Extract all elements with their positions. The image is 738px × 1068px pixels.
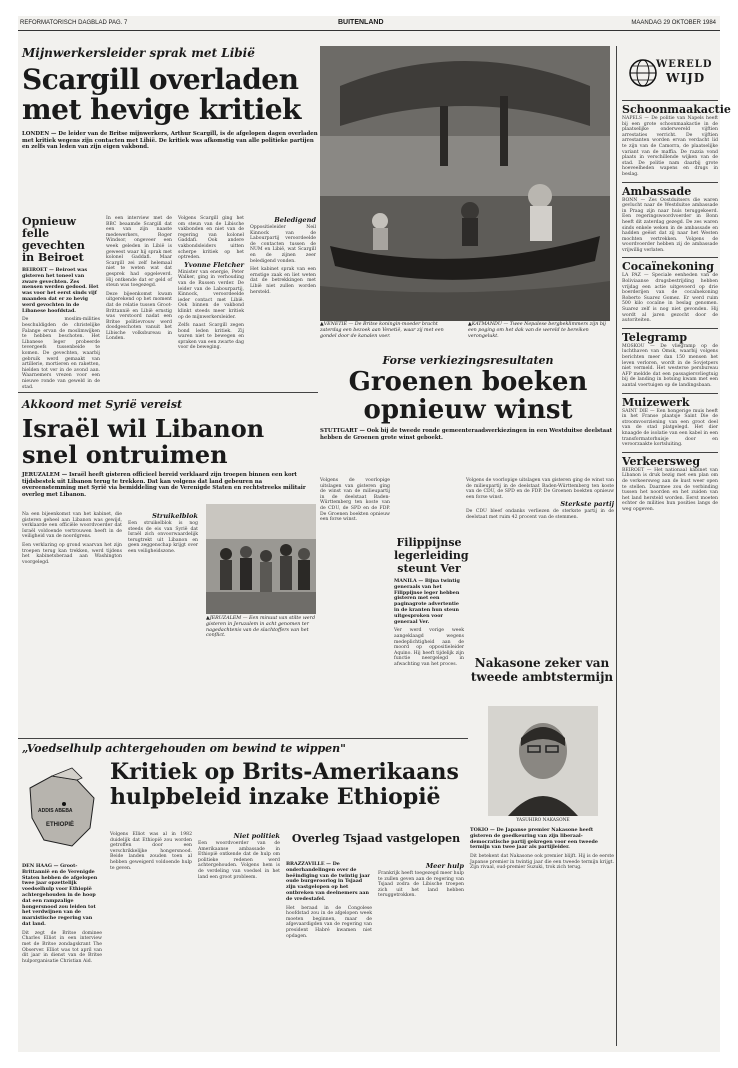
wereld-wijd-logo-word-1: WERELD (656, 59, 713, 70)
famine-body-2: Volgens Elliot was al in 1982 duidelijk dat Ethiopië zou worden getroffen door een verschrikkelijke hongersnood. Beide landen zouden toen al hebben geweigerd voldoende hulp te geven. (110, 832, 192, 871)
germany-body-2a: Volgens de voorlopige uitslagen van gisteren ging de winst van de milieupartij in de deelstaat Baden-Württemberg ten koste van de CDU, de SPD en de FDP. De Groenen boekten opnieuw een forse winst. (466, 478, 614, 500)
israel-headline-1: Israël wil Libanon (22, 414, 265, 443)
sidebar-news-text: MOSKOU — De vliegramp op de luchthaven van Omsk, waarbij volgens berichten meer dan 150 mensen het leven verloren, wordt in de Sovjetpers niet vermeld. Het westerse persbureau AFP meldde dat een passagiersvliegtuig bij de landing in botsing kwam met een aantal voertuigen op de landingsbaan. (622, 343, 718, 388)
jerusalem-caption-block (206, 616, 316, 666)
germany-kicker: Forse verkiezingsresultaten (382, 354, 554, 367)
chad-article (286, 832, 466, 1044)
sidebar-news-title: Cocaïnekoning (622, 260, 714, 274)
chad-body-2: Frankrijk heeft toegezegd meer hulp te zullen geven aan de regering van Tsjaad zodra de Libische troepen zich uit het land hebben teruggetrokken. (378, 871, 464, 899)
chad-body: Het beraad in de Congolese hoofdstad zou in de afgelopen week moeten beginnen, maar de afgevaardigden van de regering van president Habré kwamen niet opdagen. (286, 905, 372, 939)
germany-body-2: De CDU bleef ondanks verliezen de sterkste partij in de deelstaat met ruim 42 procent van de stemmen. (466, 509, 614, 520)
scargill-body-4: Minister van energie, Peter Walker, ging in verhouding van de Russen verder. De leider van de Labourpartij, Kinnock, veroordeelde ieder contact met Libië. Ook binnen de vakbond klinkt steeds meer kritiek op de mijnwerkersleider. (178, 269, 244, 320)
germany-sub: Sterkste partij (560, 500, 614, 509)
chad-headline: Overleg Tsjaad vastgelopen (291, 832, 461, 845)
globe-icon (628, 58, 658, 88)
wereld-wijd-logo (626, 54, 712, 94)
philippines-article (394, 536, 469, 766)
israel-lead: JERUZALEM — Israël heeft gisteren officieel bereid verklaard zijn troepen binnen een kort tijdsbestek uit Libanon terug te trekken. Dat kan volgens dat land gebeuren na overeenstemming met Syrië via bemiddeling van de Verenigde Staten en rechtstreeks militair overleg met Libanon. (22, 472, 306, 498)
sidebar-news-text: BEIROET — Het nationaal kabinet van Libanon is druk bezig met een plan om de verkeersweg aan de kust weer open te stellen. Daarmee zou de verbinding tussen het noorden en het zuiden van het land hersteld worden. Eerst moeten echter de milities hun posities langs de weg opgeven. (622, 467, 718, 512)
israel-body-2: Een verklaring op grond waarvan het zijn troepen terug kan trekken, werd tijdens het kabinetsberaad aan Washington voorgelegd. (22, 542, 122, 565)
sidebar-news-item (622, 100, 731, 178)
scargill-headline-2: met hevige kritiek (22, 93, 301, 126)
sidebar-news-title: Muizewerk (622, 395, 690, 409)
scargill-headline-1: Scargill overladen (22, 63, 299, 96)
germany-body-1: Volgens de voorlopige uitslagen van gisteren ging de winst van de milieupartij in de deelstaat Baden-Württemberg ten koste van de CDU, de SPD en de FDP. De Groenen boekten opnieuw een forse winst. (320, 478, 390, 523)
nakasone-body: Dit betekent dat Nakasone ook premier blijft. Hij is de eerste Japanse premier in twintig jaar die een tweede termijn krijgt. Zijn rivaal, oud-premier Suzuki, trok zich terug. (470, 854, 614, 871)
scargill-body-7: Het kabinet sprak van een ernstige zaak en liet weten dat de betrekkingen met Libië niet zullen worden hersteld. (250, 267, 316, 295)
scargill-body-2: Deze bijeenkomst kwam uitgerekend op het moment dat de relatie tussen Groot-Brittannië en Libië ernstig was verstoord nadat een Britse politievrouw werd doodgeschoten vanuit het Libische volksbureau in Londen. (106, 291, 172, 342)
germany-body-left (320, 478, 390, 648)
beirut-article (22, 215, 100, 390)
nakasone-lead: TOKIO — De Japanse premier Nakasone heeft gisteren de goedkeuring van zijn liberaal-democratische partij gekregen voor een tweede termijn van twee jaar als partijleider. (470, 827, 598, 851)
katmandu-caption: ▲KATMANDU — Twee Nepalese bergbeklimmers zijn bij een poging om het dak van de wereld te bereiken verongelukt. (468, 322, 606, 339)
nakasone-photo (488, 706, 598, 816)
venice-caption: ▲VENETIË — De Britse koningin-moeder bracht zaterdag een bezoek aan Venetië, waar zij met een gondel door de kanalen voer. (320, 322, 444, 339)
beirut-headline: Opnieuw felle gevechten in Beiroet (22, 215, 85, 264)
philippines-lead: MANILA — Bijna twintig generaals van het Filippijnse leger hebben gisteren met een paginagrote advertentie in de kranten hun steun uitgesproken voor generaal Ver. (394, 578, 460, 625)
wereld-wijd-logo-word-2: WIJD (666, 71, 706, 85)
nakasone-photo-caption: YASUHIRO NAKASONE (516, 818, 570, 823)
masthead (18, 16, 720, 31)
venice-gondola-image (320, 46, 610, 321)
famine-body-col-2 (110, 832, 192, 1044)
germany-body-right (466, 478, 614, 648)
israel-body-1: Na een bijeenkomst van het kabinet, die gisteren geheel aan Libanon was gewijd, verklaarde een officiële woordvoerder dat Israël voldoende vertrouwen heeft in de veiligheid van de noordgrens. (22, 512, 122, 540)
sidebar-news-title: Schoonmaakactie (622, 103, 731, 116)
sidebar-news-text: LA PAZ — Speciale eenheden van de Boliviaanse drugsbestrijding hebben vrijdag een actie uitgevoerd op drie boerderijen van de cocaïnekoning Roberto Suarez Gomez. Er werd ruim 500 kilo cocaïne in beslag genomen. Suarez zelf is nog niet gevonden. Hij wordt al jaren gezocht door de autoriteiten. (622, 273, 718, 324)
famine-headline-2: hulpbeleid inzake Ethiopië (110, 784, 441, 810)
sidebar-news-item (622, 452, 718, 513)
sidebar-news-text: SAINT DIE — Een hongerige muis heeft in het Franse plaatsje Saint Die de stroomvoorziening van een groot deel van de stad platgelegd. Het dier knaagde de isolatie van een kabel in een transformatorhuisje door en veroorzaakte kortsluiting. (622, 408, 718, 448)
scargill-article (22, 46, 318, 196)
famine-sub: Niet politiek (233, 832, 280, 840)
nakasone-headline: Nakasone zeker van tweede ambtstermijn (470, 656, 614, 684)
masthead-section: BUITENLAND (338, 19, 384, 26)
chad-lead: BRAZZAVILLE — De onderhandelingen over de beëindiging van de twintig jaar oude burgeroorlog in Tsjaad zijn vastgelopen op het ontbreken van deelnemers aan de vredestafel. (286, 861, 370, 902)
wereld-wijd-sidebar (622, 46, 731, 1046)
venice-photo (320, 46, 610, 321)
scargill-sub-beledigend: Beledigend (274, 216, 316, 224)
masthead-paper-name: REFORMATORISCH DAGBLAD PAG. 7 (20, 20, 128, 26)
jerusalem-crowd-image (206, 504, 316, 614)
famine-body-col-3 (198, 832, 280, 1044)
beirut-lead: BEIROET — Beiroet was gisteren het toneel van zware gevechten. Zes mensen werden gedood. Het was voor het eerst sinds vijf maanden dat er zo hevig werd gevochten in de Libanese hoofdstad. (22, 267, 99, 314)
philippines-body: Ver werd vorige week aangeklaagd wegens medeplichtigheid aan de moord op oppositieleider Aquino. Hij heeft tijdelijk zijn functie neergelegd in afwachting van het proces. (394, 628, 464, 667)
photo-captions (320, 322, 610, 352)
sidebar-news-text: NAPELS — De politie van Napels heeft bij een grote schoonmaakactie in de plaatselijke onderwereld vijftien arrestaties verricht. De vijftien arrestanten worden ervan verdacht lid te zijn van de Camorra, de plaatselijke variant van de maffia. De razzia vond plaats in verschillende wijken van de stad. De politie nam daarbij grote hoeveelheden wapens en drugs in beslag. (622, 116, 718, 177)
scargill-kicker: Mijnwerkersleider sprak met Libië (22, 46, 255, 60)
famine-lead-block (22, 864, 102, 1044)
israel-kicker: Akkoord met Syrië vereist (22, 398, 183, 411)
nakasone-body-block (470, 828, 614, 1038)
ethiopia-map (22, 758, 102, 858)
sidebar-news-item (622, 393, 718, 448)
jerusalem-caption: ▲JERUZALEM — Een minuut van stilte werd gisteren in Jeruzalem in acht genomen ter nagedachtenis van de slachtoffers van het conflict. (206, 616, 316, 639)
germany-lead: STUTTGART — Ook bij de tweede ronde gemeenteraadsverkiezingen in een Westduitse deelstaat hebben de Groenen grote winst geboekt. (320, 428, 613, 441)
scargill-lead: LONDEN — De leider van de Britse mijnwerkers, Arthur Scargill, is de afgelopen dagen overladen met kritiek wegens zijn contacten met Libië. De kritiek was afkomstig van alle politieke partijen en zelfs van leden van zijn eigen vakbond. (22, 131, 318, 151)
sidebar-news-title: Ambassade (622, 184, 692, 198)
israel-body-3: Een struikelblok is nog steeds de eis van Syrië dat Israël zich onvoorwaardelijk terugtrekt uit Libanon en geen zeggenschap krijgt over een veiligheidszone. (128, 521, 198, 554)
germany-article (320, 354, 616, 474)
germany-headline-2: opnieuw winst (363, 395, 573, 425)
famine-body-3: Een woordvoerder van de Amerikaanse ambassade in Ethiopië ontkende dat de hulp om politieke redenen werd achtergehouden. Volgens hem is de verdeling van voedsel in het land een groot probleem. (198, 841, 280, 880)
israel-body-left (22, 512, 122, 732)
famine-lead: DEN HAAG — Groot-Brittannië en de Verenigde Staten hebben de afgelopen twee jaar opzettelijk voedselhulp voor Ethiopië achtergehouden in de hoop dat een rampzalige hongersnood zou leiden tot het verdwijnen van de marxistische regering van dat land. (22, 863, 98, 927)
scargill-body (106, 216, 316, 388)
map-label-ethiopie: ETHIOPIË (46, 822, 75, 828)
famine-headline-1: Kritiek op Brits-Amerikaans (110, 759, 459, 785)
sidebar-news-text: BONN — Zes Oostduitsers die waren gevlucht naar de Westduitse ambassade in Praag zijn naar huis teruggekeerd. Een regeringswoordvoerder in Bonn heeft dit zaterdag gezegd. De zes waren sinds enkele weken in de ambassade en hadden geëist dat zij naar het Westen mochten vertrekken. Volgens de woordvoerder hebben zij de ambassade vrijwillig verlaten. (622, 197, 718, 253)
jerusalem-photo (206, 504, 316, 614)
masthead-date: MAANDAG 29 OKTOBER 1984 (631, 20, 716, 26)
germany-headline-1: Groenen boeken (348, 367, 588, 397)
scargill-sub-fletcher: Yvonne Fletcher (184, 260, 244, 269)
chad-sub: Meer hulp (425, 862, 464, 870)
scargill-body-1: In een interview met de BBC beaamde Scargill dat een van zijn naaste medewerkers, Roger Windsor, ongeveer een week geleden in Libië is geweest waar hij sprak met kolonel Gaddafi. Maar Scargill zei zelf helemaal niet te weten wat dat gesprek had opgeleverd. Hij ontkende dat er geld of steun was toegezegd. (106, 216, 172, 289)
sidebar-news-item (622, 182, 718, 254)
newspaper-page (18, 16, 731, 1052)
sidebar-news-title: Verkeersweg (622, 454, 701, 468)
famine-headline-block (110, 760, 460, 830)
sidebar-news-item (622, 257, 718, 323)
famine-kicker: „Voedselhulp achtergehouden om bewind te wippen" (22, 742, 346, 755)
scargill-body-6: Oppositieleider Neil Kinnock van de Labourpartij veroordeelde de contacten tussen de NUM en Libië, wat Scargill en de zijnen zeer beledigend vonden. (250, 225, 316, 264)
sidebar-news-item (622, 328, 718, 389)
map-label-addis-abeba: ADDIS ABEBA (38, 808, 73, 814)
sidebar-news-list (622, 100, 731, 1046)
scargill-body-3: Volgens Scargill ging het om steun van de Libische vakbonden en niet van de regering van kolonel Gaddafi. Ook andere vakbondsleiders uitten scherpe kritiek op het optreden. (178, 216, 244, 261)
scargill-body-5: Zelfs naast Scargill zegen bond leden kritiek. Zij waren niet te bewegen en spraken van een zwarte dag voor de beweging. (178, 323, 244, 351)
famine-body-1: Dit zegt de Britse dominee Charles Elliot in een interview met de Britse zondagskrant The Observer. Elliot was tot april van dit jaar in dienst van de Britse hulporganisatie Christian Aid. (22, 930, 102, 964)
israel-headline-2: snel ontruimen (22, 440, 228, 469)
nakasone-portrait-image (488, 706, 598, 816)
philippines-headline: Filippijnse legerleiding steunt Ver (394, 536, 469, 575)
israel-body-mid (128, 512, 198, 732)
israel-sub: Struikelblok (152, 512, 198, 520)
beirut-body: De moslim-milities beschuldigden de christelijke Falange ervan de moslimwijken te hebben beschoten. Het Libanese leger probeerde tevergeefs tussenbeide te komen. De gevechten, waarbij gebruik werd gemaakt van artillerie, mortieren en raketten, hielden tot ver in de avond aan. Waarnemers vrezen voor een nieuwe ronde van geweld in de stad. (22, 317, 100, 390)
sidebar-news-title: Telegramp (622, 330, 688, 344)
